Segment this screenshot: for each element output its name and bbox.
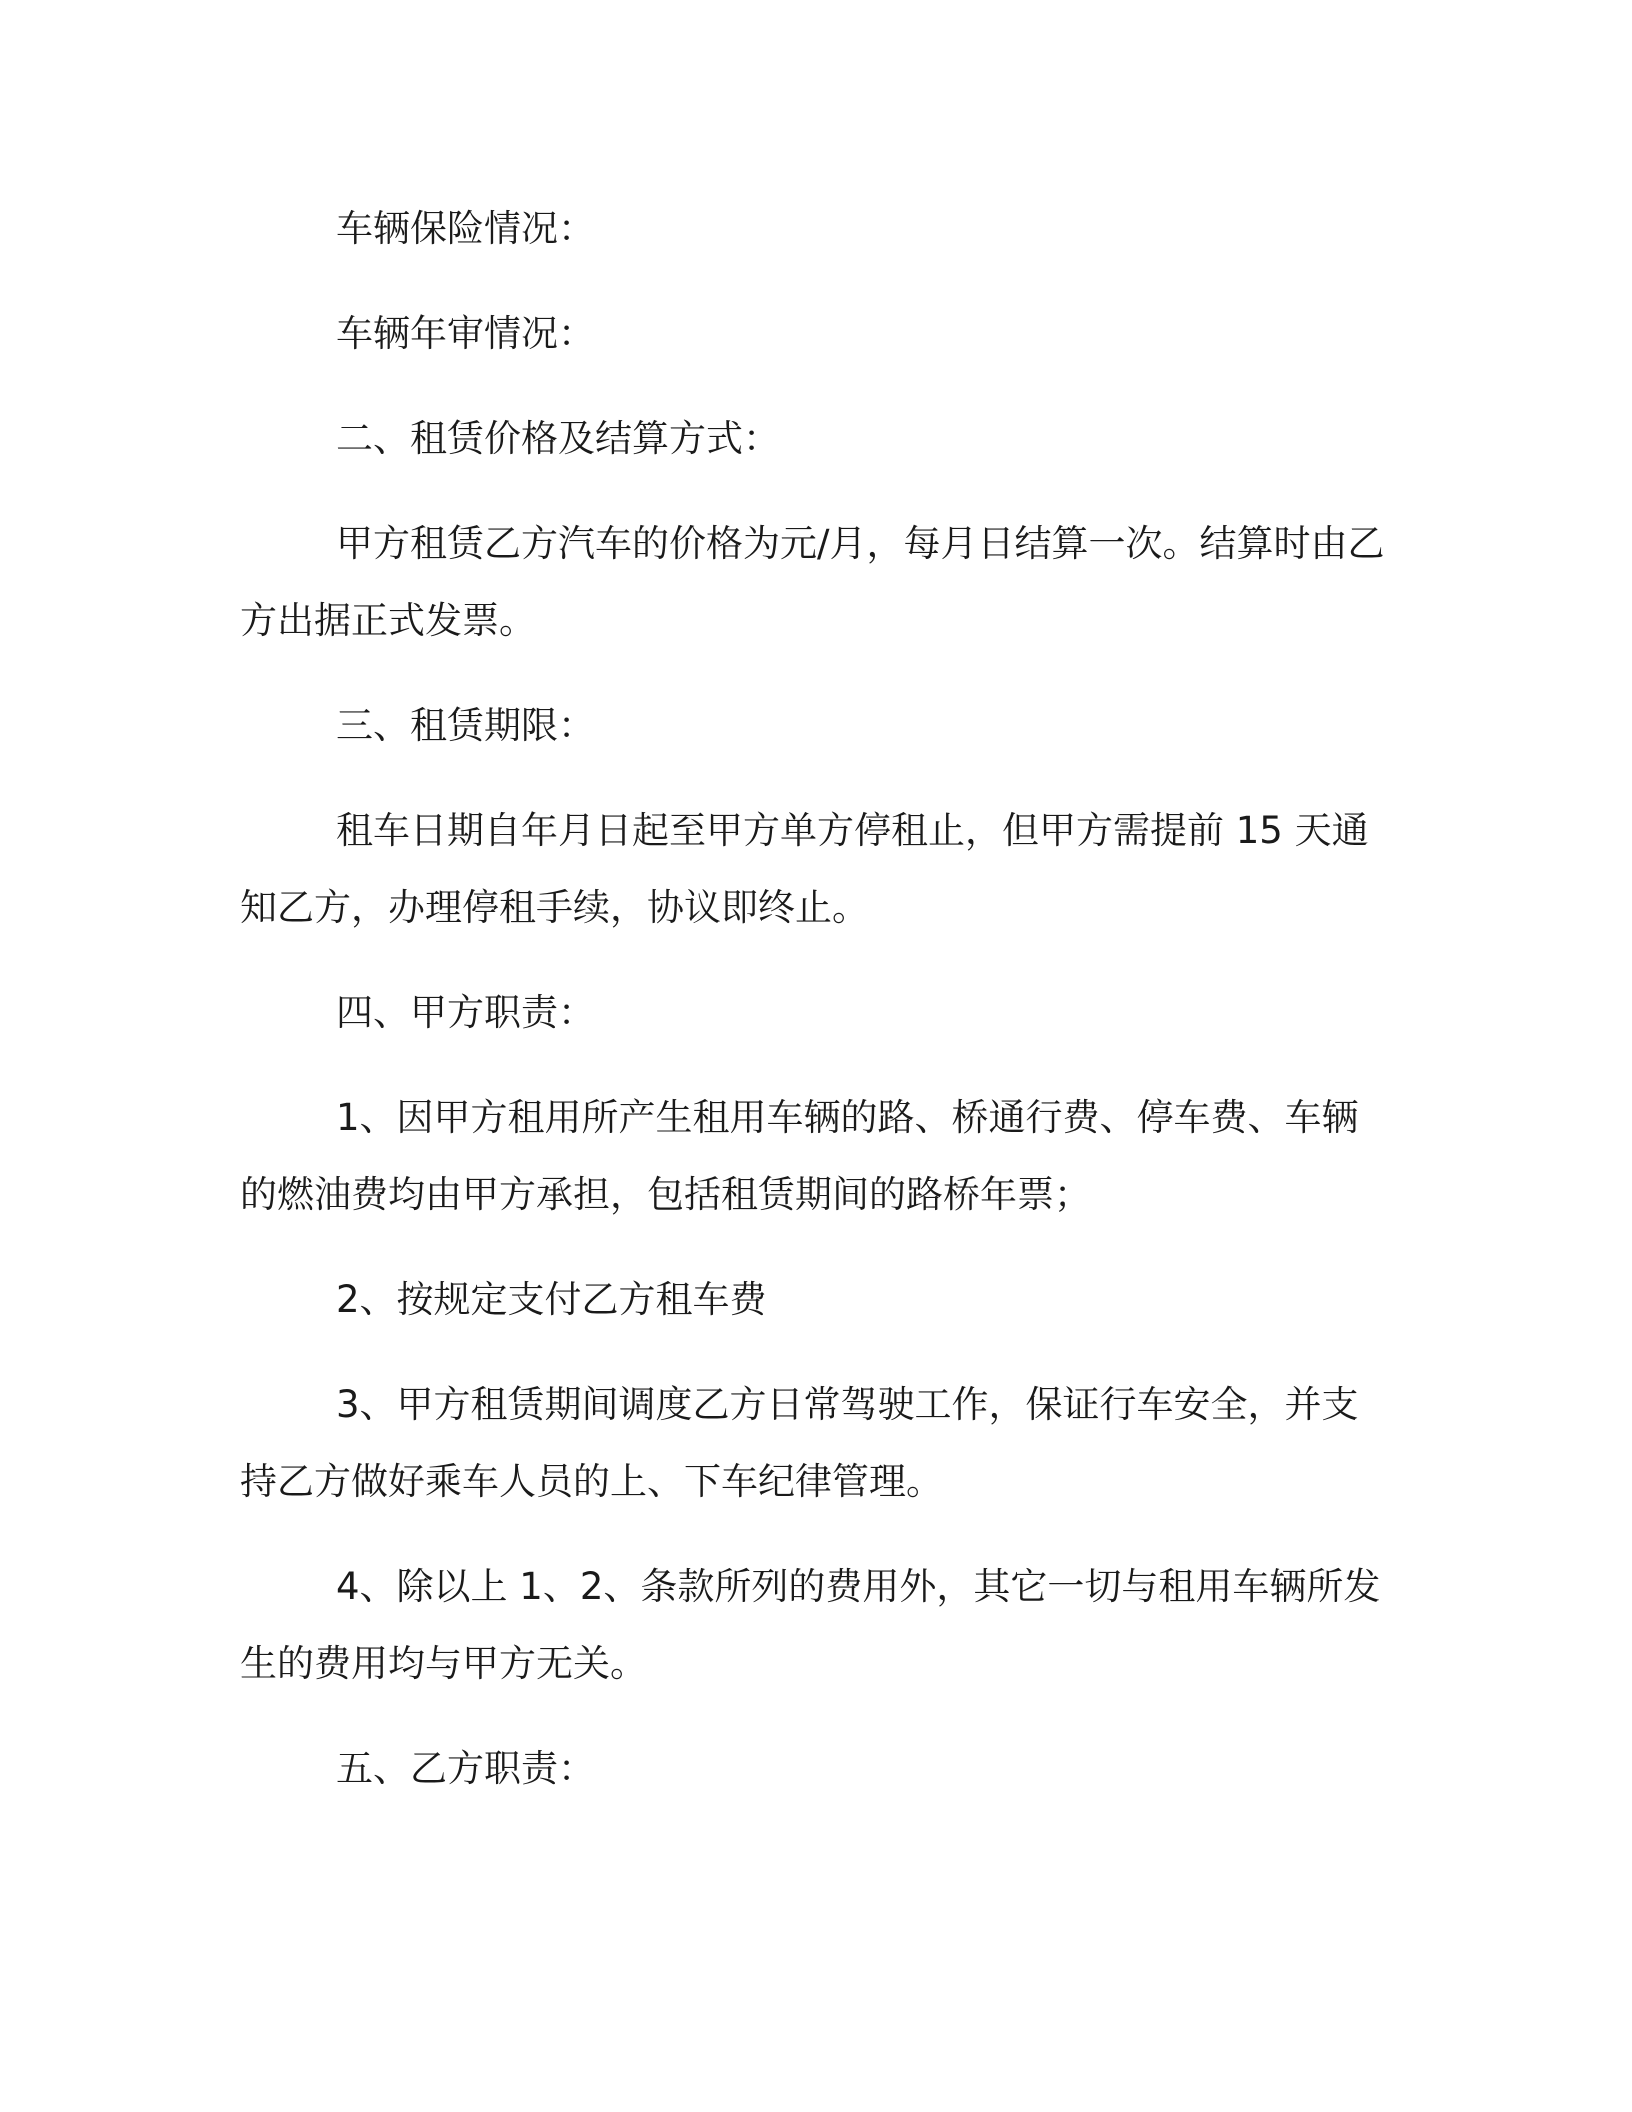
paragraph-lease-term: 租车日期自年月日起至甲方单方停租止，但甲方需提前 15 天通知乙方，办理停租手续，协议即终止。 <box>240 809 1369 929</box>
clause-party-a-1: 1、因甲方租用所产生租用车辆的路、桥通行费、停车费、车辆的燃油费均由甲方承担，包括租赁期间的路桥年票； <box>240 1096 1359 1216</box>
section-heading-party-b-duties: 五、乙方职责： <box>336 1747 595 1790</box>
clause-party-a-3: 3、甲方租赁期间调度乙方日常驾驶工作，保证行车安全，并支持乙方做好乘车人员的上、下车纪律管理。 <box>240 1383 1359 1503</box>
clause-party-a-4: 4、除以上 1、2、条款所列的费用外，其它一切与租用车辆所发生的费用均与甲方无关。 <box>240 1565 1381 1685</box>
section-heading-party-a-duties: 四、甲方职责： <box>336 991 595 1034</box>
paragraph-insurance-status: 车辆保险情况： <box>336 207 595 250</box>
paragraph-annual-inspection: 车辆年审情况： <box>336 312 595 355</box>
section-heading-price-settlement: 二、租赁价格及结算方式： <box>336 417 780 460</box>
section-heading-lease-term: 三、租赁期限： <box>336 704 595 747</box>
clause-party-a-2: 2、按规定支付乙方租车费 <box>336 1278 767 1321</box>
paragraph-price-settlement: 甲方租赁乙方汽车的价格为元/月，每月日结算一次。结算时由乙方出据正式发票。 <box>240 522 1385 642</box>
document-body <box>240 190 1390 1835</box>
